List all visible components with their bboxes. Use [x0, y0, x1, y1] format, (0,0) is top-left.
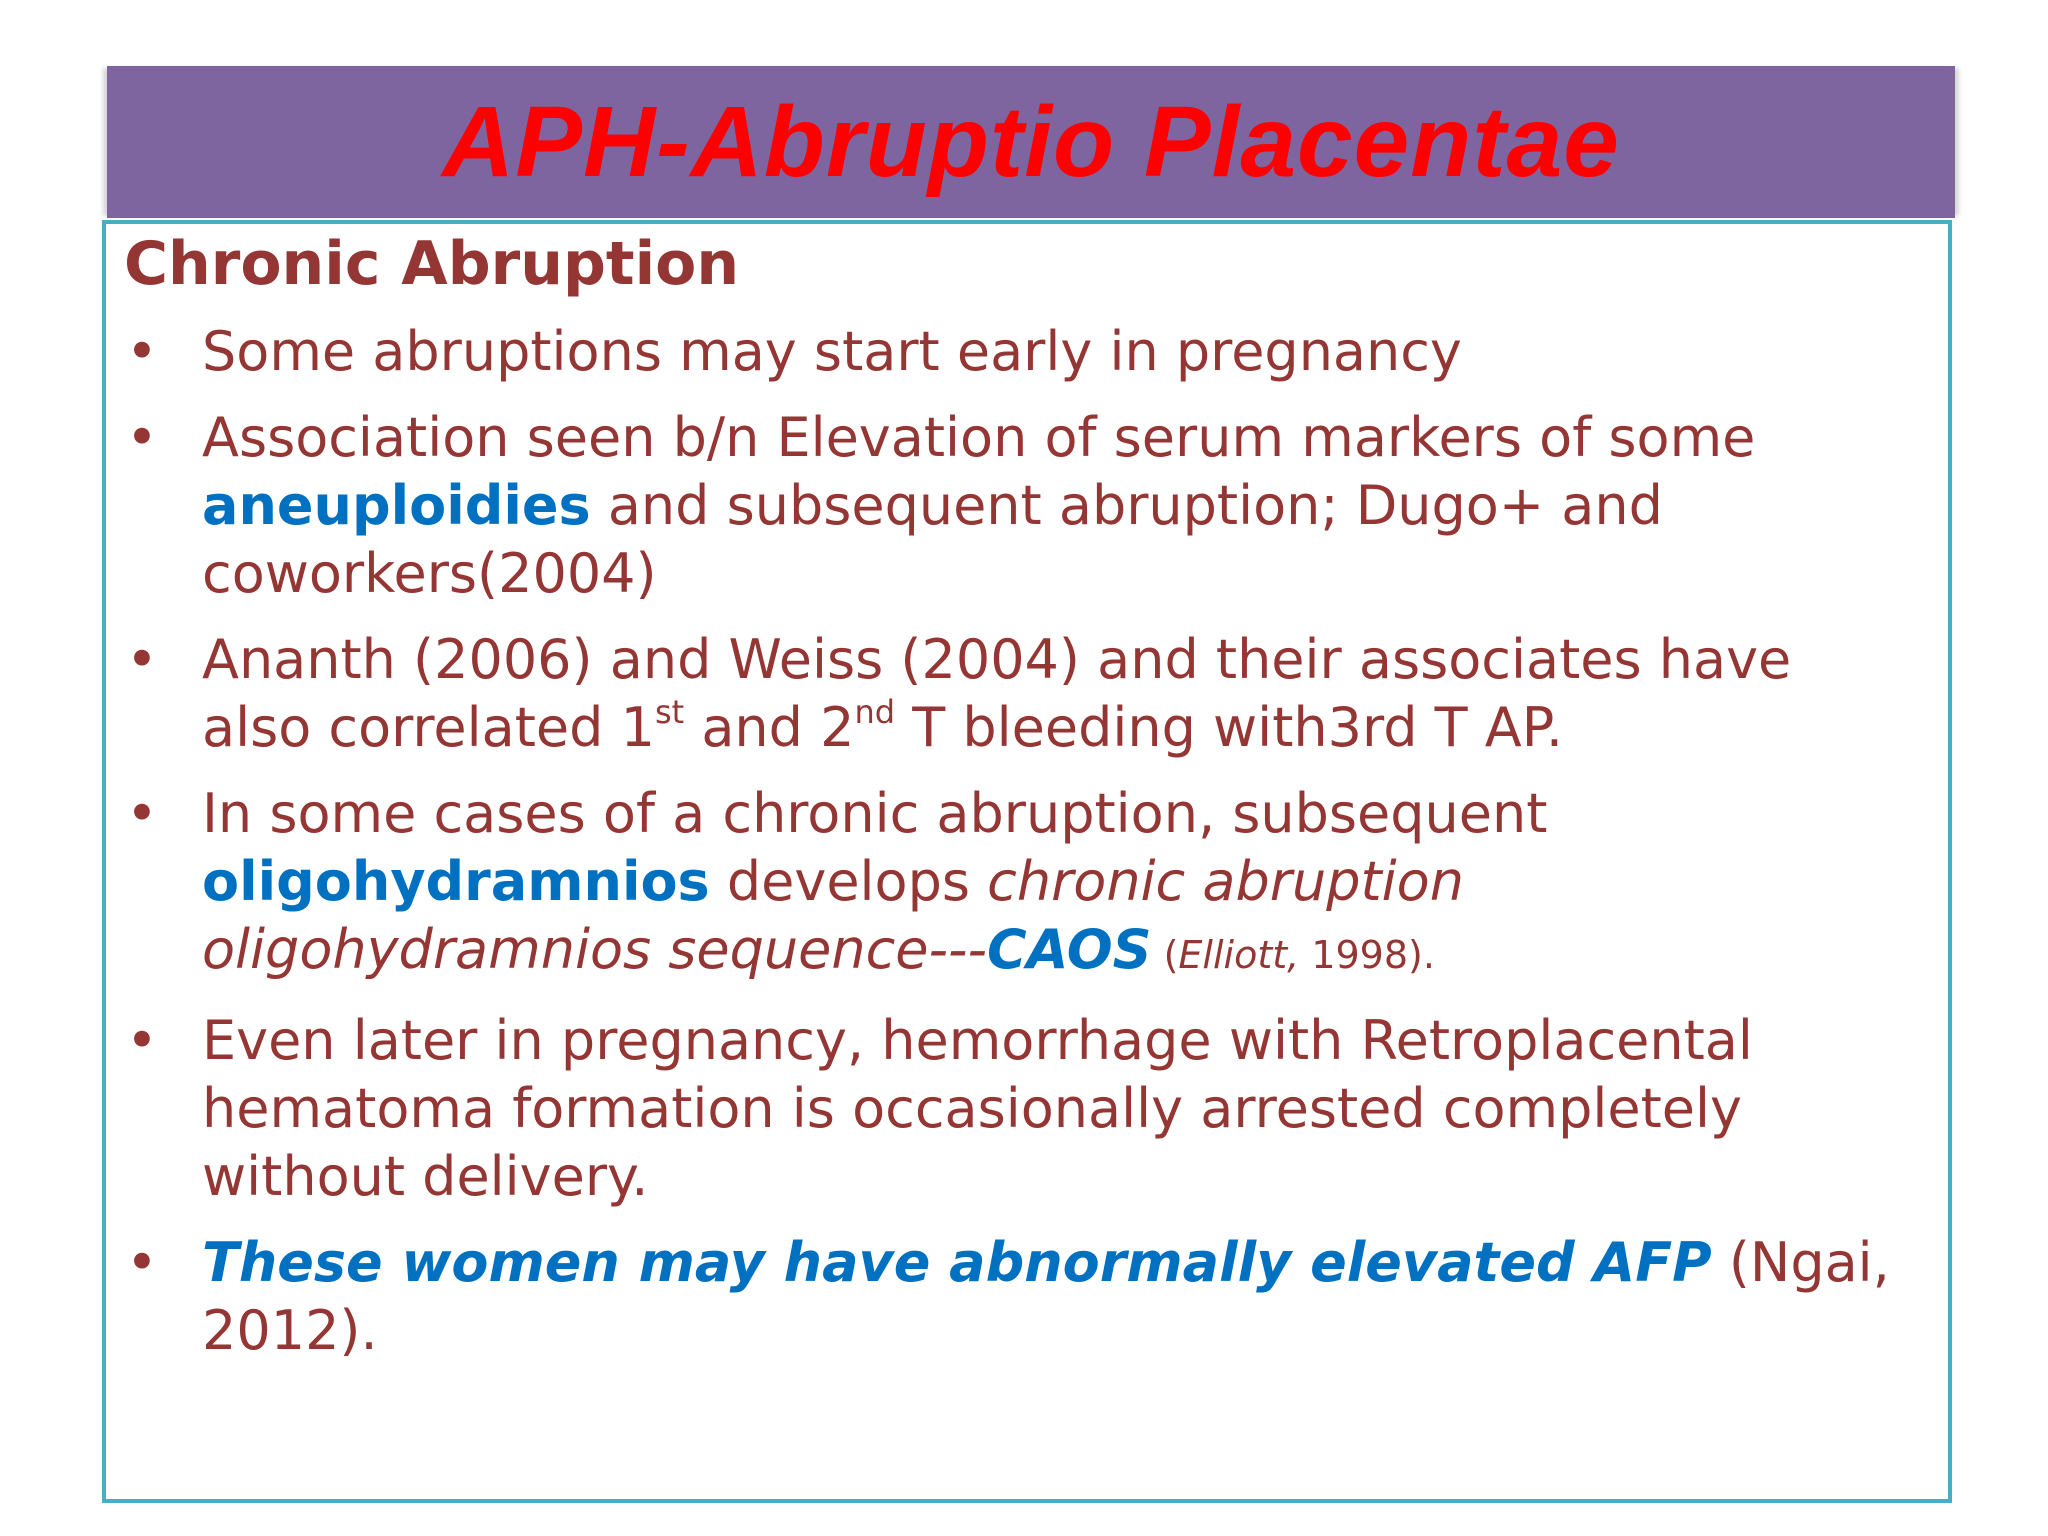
- bullet-text: and 2: [684, 696, 855, 759]
- bullet-text: In some cases of a chronic abruption, subsequent: [202, 782, 1548, 845]
- highlight-term: oligohydramnios: [202, 850, 710, 913]
- bullet-dot-icon: •: [126, 320, 158, 383]
- highlight-statement: These women may have abnormally elevated AFP: [202, 1231, 1712, 1294]
- superscript: st: [654, 693, 685, 731]
- bullet-dot-icon: •: [126, 628, 158, 691]
- bullet-text: and subsequent abruption; Dugo+ and coworkers(2004): [202, 474, 1663, 605]
- acronym-caos: CAOS: [986, 918, 1152, 981]
- bullet-dot-icon: •: [126, 782, 158, 845]
- bullet-text: Ananth (2006) and Weiss (2004) and their associates have also correlated 1: [202, 628, 1792, 759]
- bullet-text: develops: [709, 850, 988, 913]
- citation-open: (: [1151, 933, 1179, 977]
- bullet-text: T bleeding with3rd T AP.: [895, 696, 1564, 759]
- bullet-list: [124, 318, 1914, 1383]
- bullet-item-4: [124, 780, 1914, 989]
- bullet-item-5: [124, 1007, 1914, 1211]
- bullet-item-3: [124, 626, 1914, 762]
- section-heading: Chronic Abruption: [124, 229, 740, 299]
- highlight-term: aneuploidies: [202, 474, 591, 537]
- bullet-dot-icon: •: [126, 1009, 158, 1072]
- bullet-text: Some abruptions may start early in pregnancy: [202, 320, 1462, 383]
- slide-title: APH-Abruptio Placentae: [442, 86, 1620, 198]
- bullet-item-2: [124, 404, 1914, 608]
- title-band: [107, 66, 1955, 218]
- bullet-text: (Ngai, 2012).: [202, 1231, 1890, 1362]
- citation-author: Elliott,: [1178, 933, 1300, 977]
- bullet-item-1: [124, 318, 1914, 386]
- citation-year: 1998).: [1299, 933, 1435, 977]
- superscript: nd: [854, 693, 896, 731]
- bullet-item-6: [124, 1229, 1914, 1365]
- bullet-text: Association seen b/n Elevation of serum markers of some: [202, 406, 1756, 469]
- bullet-dot-icon: •: [126, 1231, 158, 1294]
- bullet-text: Even later in pregnancy, hemorrhage with Retroplacental hematoma formation is occasionally arrested completely without delivery.: [202, 1009, 1753, 1208]
- italic-term: chronic abruption oligohydramnios sequence---: [202, 850, 1464, 981]
- bullet-dot-icon: •: [126, 406, 158, 469]
